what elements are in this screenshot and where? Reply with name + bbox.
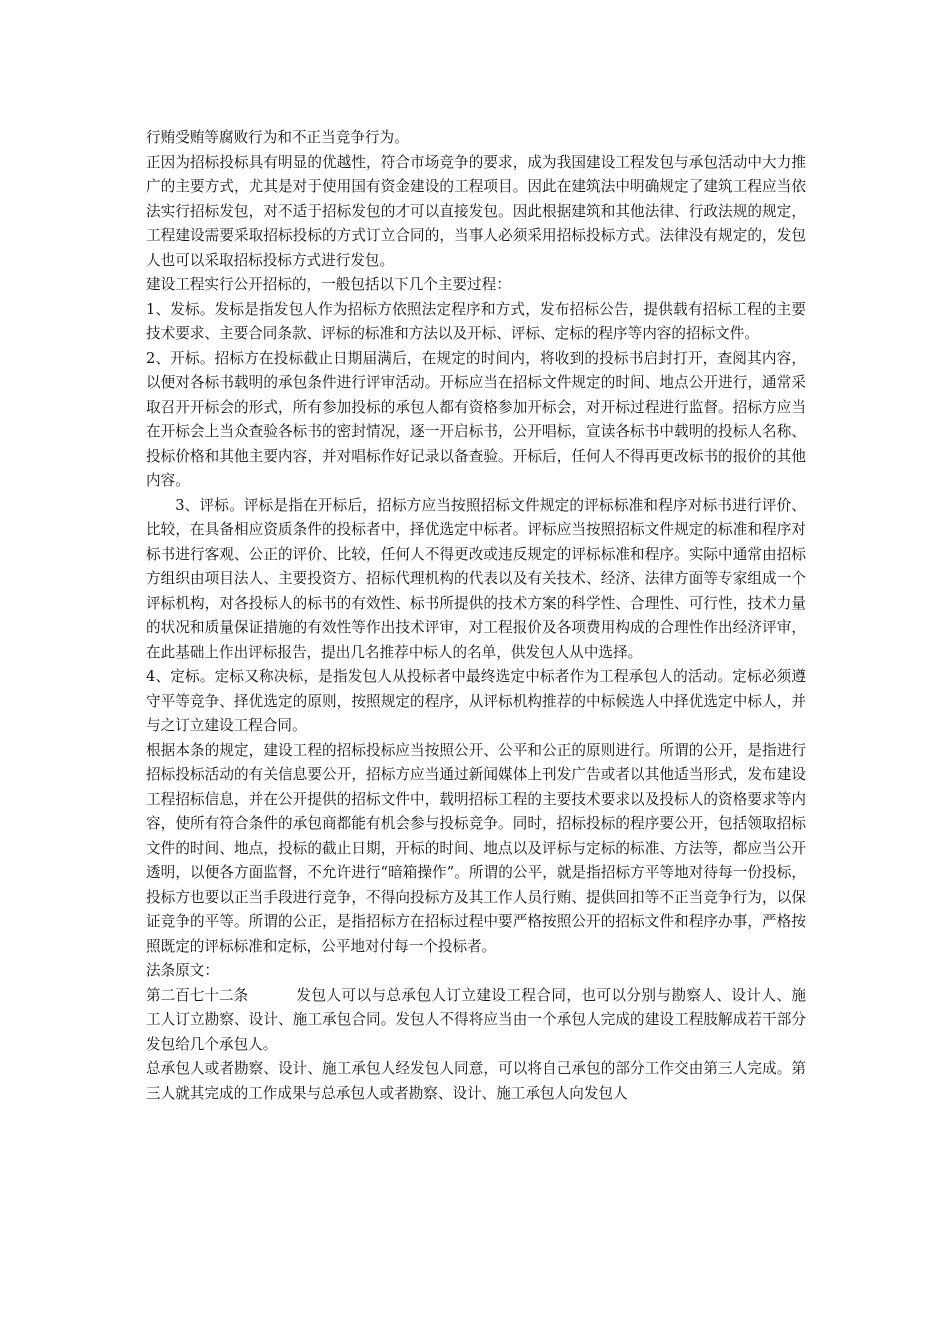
document-body [146, 126, 806, 1106]
article-paragraph [146, 984, 806, 1058]
paragraph-1: 行贿受贿等腐败行为和不正当竞争行为。 [146, 129, 409, 146]
paragraph-2: 正因为招标投标具有明显的优越性，符合市场竞争的要求，成为我国建设工程发包与承包活动中大力推广的主要方式，尤其是对于使用国有资金建设的工程项目。因此在建筑法中明确规定了建筑工程应当依法实行招标发包，对不适于招标发包的才可以直接发包。因此根据建筑和其他法律、行政法规的规定，工程建设需要采取招标投标的方式订立合同的，当事人必须采用招标投标方式。法律没有规定的，发包人也可以采取招标投标方式进行发包。 [146, 153, 806, 269]
paragraph-3: 建设工程实行公开招标的，一般包括以下几个主要过程： [146, 276, 511, 293]
paragraph-4: 1、发标。发标是指发包人作为招标方依照法定程序和方式，发布招标公告，提供载有招标工程的主要技术要求、主要合同条款、评标的标准和方法以及开标、评标、定标的程序等内容的招标文件。 [146, 300, 806, 342]
paragraph-8: 根据本条的规定，建设工程的招标投标应当按照公开、公平和公正的原则进行。所谓的公开，是指进行招标投标活动的有关信息要公开，招标方应当通过新闻媒体上刊发广告或者以其他适当形式，发布建设工程招标信息，并在公开提供的招标文件中，载明招标工程的主要技术要求以及投标人的资格要求等内容，使所有符合条件的承包商都能有机会参与投标竞争。同时，招标投标的程序要公开，包括领取招标文件的时间、地点，投标的截止日期，开标的时间、地点以及评标与定标的标准、方法等，都应当公开透明，以便各方面监督，不允许进行“暗箱操作”。所谓的公平，就是指招标方平等地对待每一份投标，投标方也要以正当手段进行竞争，不得向投标方及其工作人员行贿、提供回扣等不正当竞争行为，以保证竞争的平等。所谓的公正，是指招标方在招标过程中要严格按照公开的招标文件和程序办事，严格按照既定的评标标准和定标，公平地对付每一个投标者。 [146, 741, 806, 955]
paragraph-7: 4、定标。定标又称决标，是指发包人从投标者中最终选定中标者作为工程承包人的活动。定标必须遵守平等竞争、择优选定的原则，按照规定的程序，从评标机构推荐的中标候选人中择优选定中标人，并与之订立建设工程合同。 [146, 668, 806, 734]
article-text: 发包人可以与总承包人订立建设工程合同，也可以分别与勘察人、设计人、施工人订立勘察、设计、施工承包合同。发包人不得将应当由一个承包人完成的建设工程肢解成若干部分发包给几个承包人。 [146, 986, 806, 1053]
paragraph-6: 3、评标。评标是指在开标后，招标方应当按照招标文件规定的评标标准和程序对标书进行评价、比较，在具备相应资质条件的投标者中，择优选定中标者。评标应当按照招标文件规定的标准和程序对标书进行客观、公正的评价、比较，任何人不得更改或违反规定的评标标准和程序。实际中通常由招标方组织由项目法人、主要投资方、招标代理机构的代表以及有关技术、经济、法律方面等专家组成一个评标机构，对各投标人的标书的有效性、标书所提供的技术方案的科学性、合理性、可行性，技术力量的状况和质量保证措施的有效性等作出技术评审，对工程报价及各项费用构成的合理性作出经济评审，在此基础上作出评标报告，提出几名推荐中标人的名单，供发包人从中选择。 [146, 496, 806, 661]
paragraph-5: 2、开标。招标方在投标截止日期届满后，在规定的时间内，将收到的投标书启封打开，查阅其内容，以便对各标书载明的承包条件进行评审活动。开标应当在招标文件规定的时间、地点公开进行，通常采取召开开标会的形式，所有参加投标的承包人都有资格参加开标会，对开标过程进行监督。招标方应当在开标会上当众查验各标书的密封情况，逐一开启标书，公开唱标，宣读各标书中载明的投标人名称、投标价格和其他主要内容，并对唱标作好记录以备查验。开标后，任何人不得再更改标书的报价的其他内容。 [146, 349, 806, 489]
paragraph-9: 法条原文： [146, 962, 219, 979]
closing-paragraph: 总承包人或者勘察、设计、施工承包人经发包人同意，可以将自己承包的部分工作交由第三人完成。第三人就其完成的工作成果与总承包人或者勘察、设计、施工承包人向发包人 [146, 1060, 806, 1102]
article-number: 第二百七十二条 [146, 986, 249, 1004]
